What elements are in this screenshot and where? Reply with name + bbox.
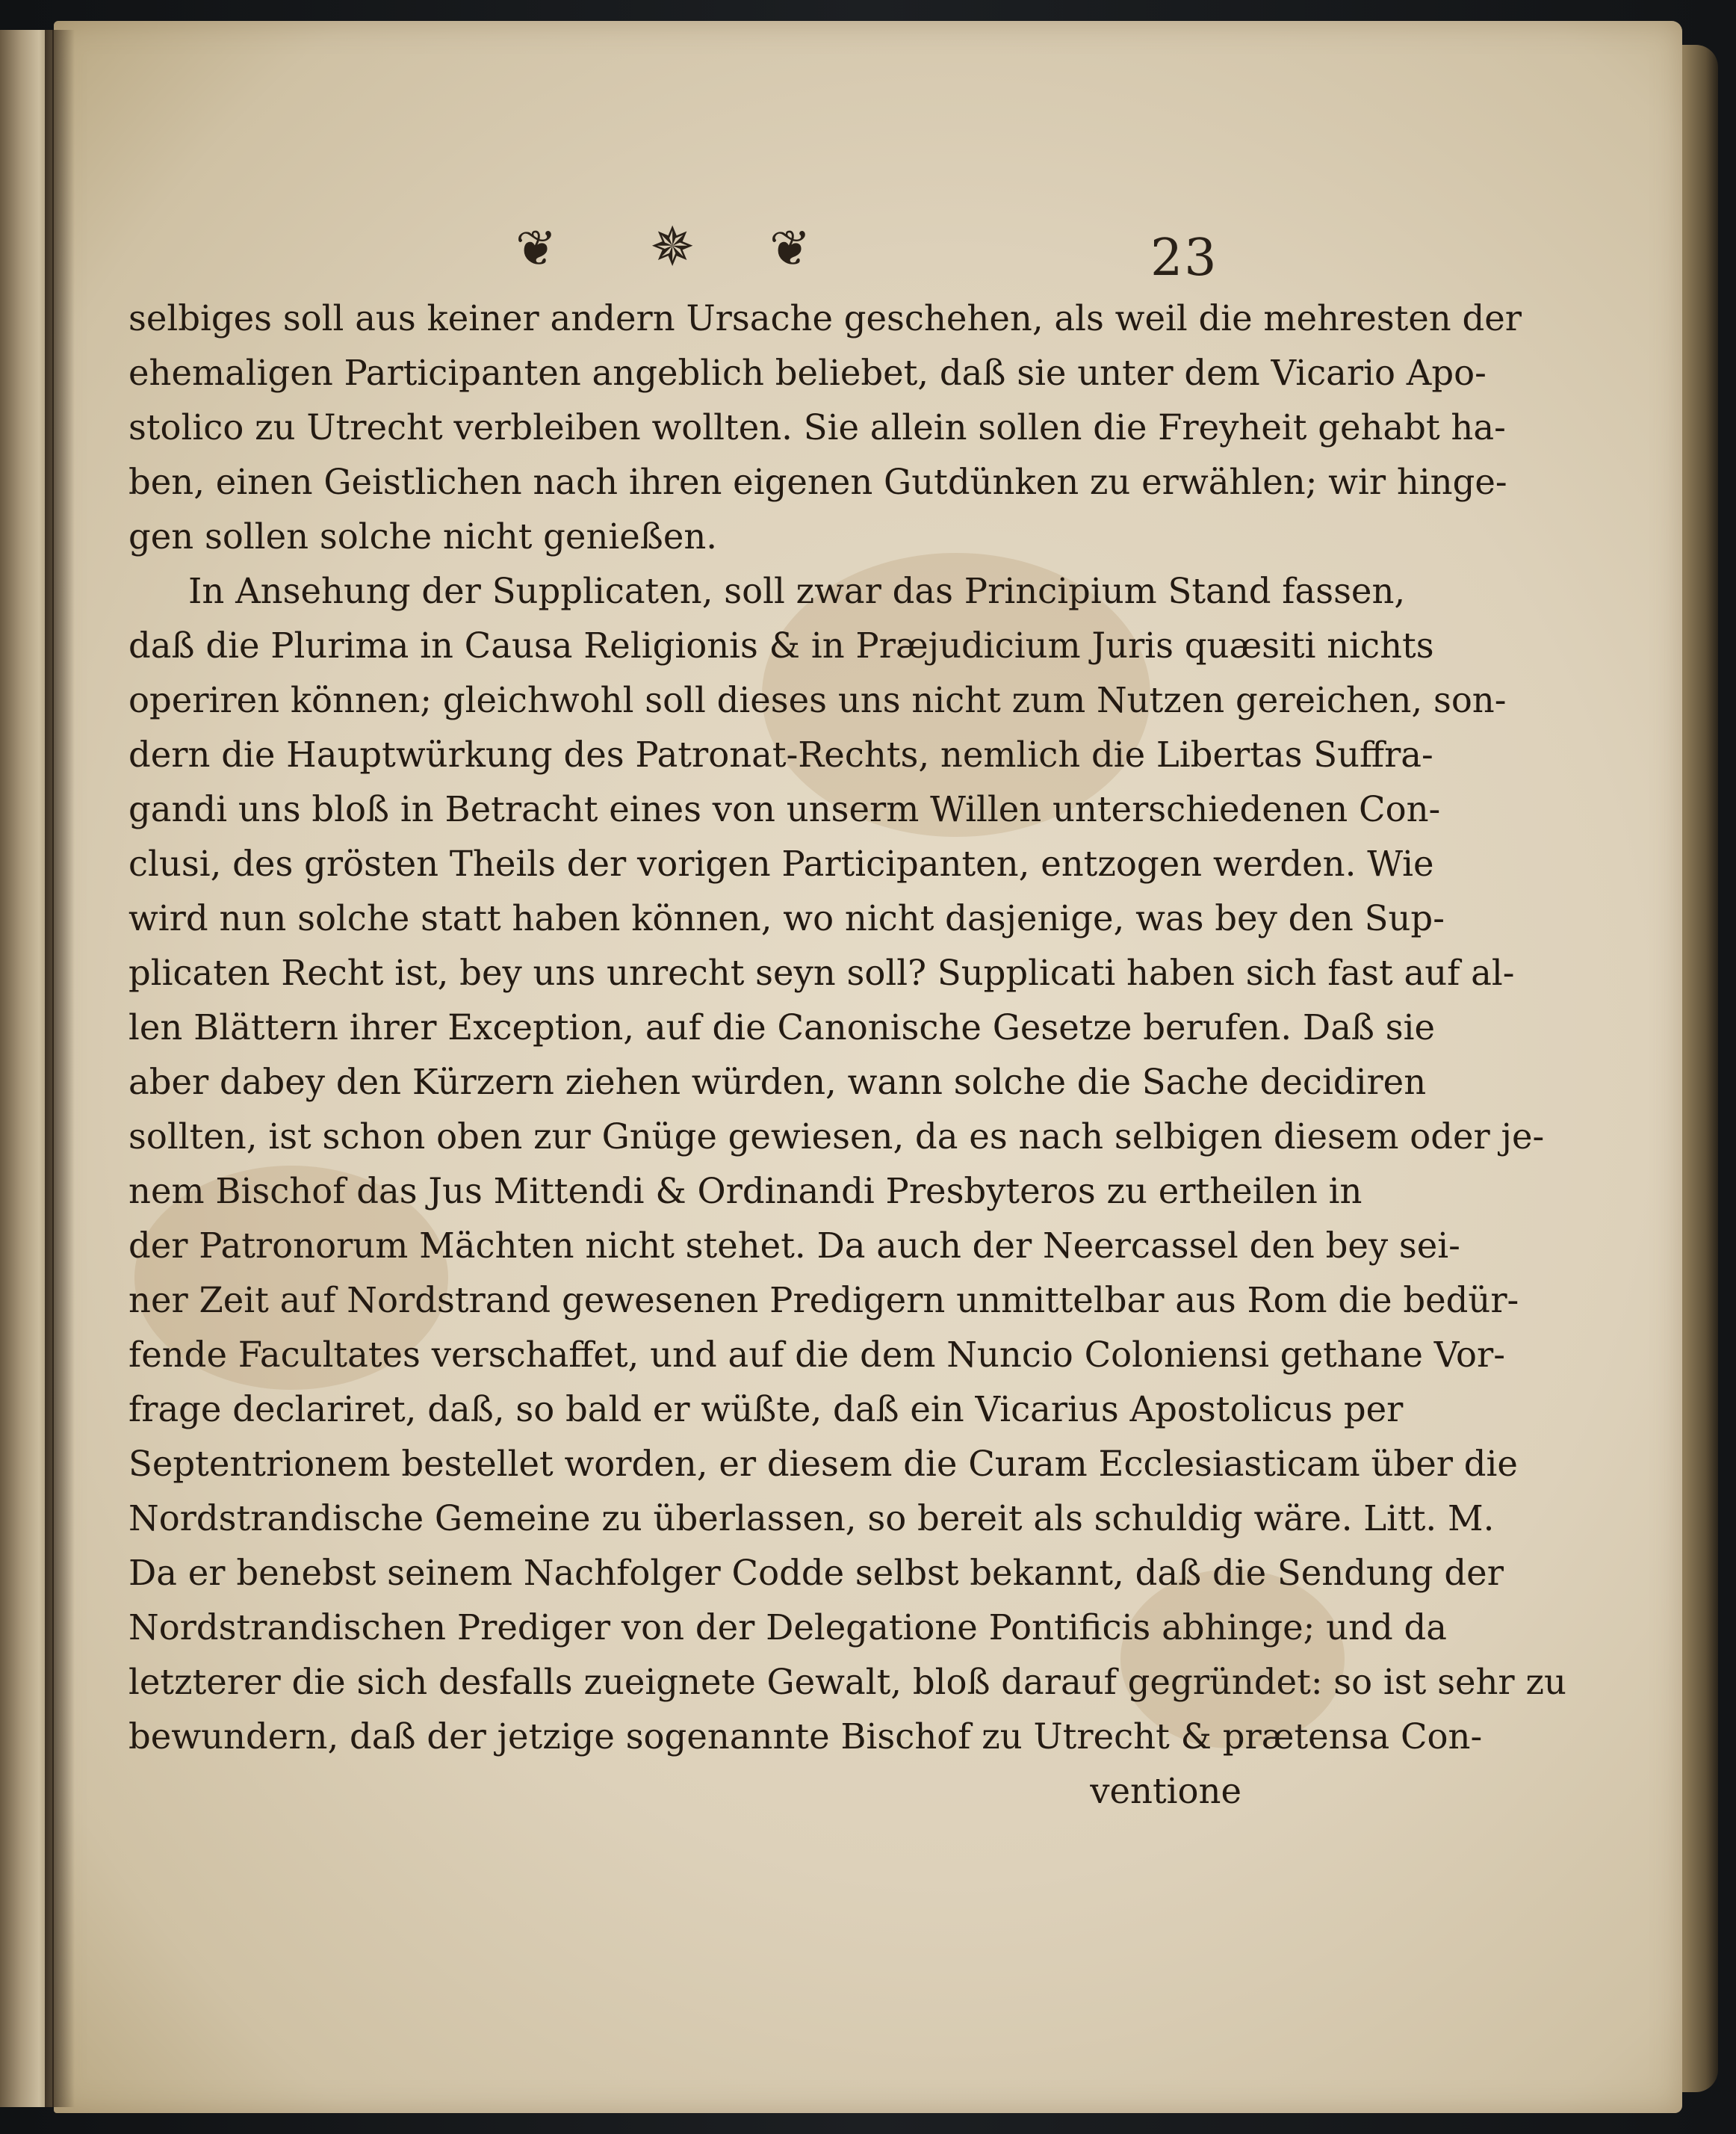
text-line: bewundern, daß der jetzige sogenannte Bischof zu Utrecht & prætensa Con- [128, 1716, 1483, 1757]
body-text [128, 291, 1566, 1819]
text-line: letzterer die sich desfalls zueignete Gewalt, bloß darauf gegründet: so ist sehr zu [128, 1662, 1566, 1702]
text-line: Nordstrandischen Prediger von der Delegatione Pontificis abhinge; und da [128, 1607, 1448, 1648]
binding-gutter [45, 30, 75, 2107]
page-header [0, 215, 1736, 288]
text-line: nem Bischof das Jus Mittendi & Ordinandi Presbyteros zu ertheilen in [128, 1171, 1363, 1211]
text-line: Nordstrandische Gemeine zu überlassen, so bereit als schuldig wäre. Litt. M. [128, 1498, 1495, 1538]
text-line: aber dabey den Kürzern ziehen würden, wann solche die Sache decidiren [128, 1062, 1427, 1102]
text-line: ner Zeit auf Nordstrand gewesenen Predigern unmittelbar aus Rom die bedür- [128, 1280, 1519, 1320]
text-line: plicaten Recht ist, bey uns unrecht seyn soll? Supplicati haben sich fast auf al- [128, 953, 1515, 993]
text-line: stolico zu Utrecht verbleiben wollten. Sie allein sollen die Freyheit gehabt ha- [128, 407, 1506, 448]
text-line: ehemaligen Participanten angeblich beliebet, daß sie unter dem Vicario Apo- [128, 353, 1487, 393]
text-line: daß die Plurima in Causa Religionis & in Præjudicium Juris quæsiti nichts [128, 625, 1434, 666]
text-line: ben, einen Geistlichen nach ihren eigenen Gutdünken zu erwählen; wir hinge- [128, 462, 1507, 502]
text-line: clusi, des grösten Theils der vorigen Participanten, entzogen werden. Wie [128, 844, 1434, 884]
text-line: der Patronorum Mächten nicht stehet. Da auch der Neercassel den bey sei- [128, 1225, 1460, 1266]
text-line: len Blättern ihrer Exception, auf die Canonische Gesetze berufen. Daß sie [128, 1007, 1436, 1048]
paragraph [128, 564, 1566, 1764]
text-line: wird nun solche statt haben können, wo nicht dasjenige, was bey den Sup- [128, 898, 1445, 938]
text-line: frage declariret, daß, so bald er wüßte, daß ein Vicarius Apostolicus per [128, 1389, 1404, 1429]
text-line: operiren können; gleichwohl soll dieses uns nicht zum Nutzen gereichen, son- [128, 680, 1507, 720]
catchword: ventione [1090, 1771, 1241, 1811]
shell-ornament-icon: ❦ [769, 220, 811, 277]
text-line: fende Facultates verschaffet, und auf die dem Nuncio Coloniensi gethane Vor- [128, 1334, 1505, 1375]
text-line: Da er benebst seinem Nachfolger Codde selbst bekannt, daß die Sendung der [128, 1553, 1504, 1593]
text-line: dern die Hauptwürkung des Patronat-Rechts, nemlich die Libertas Suffra- [128, 734, 1433, 775]
paragraph [128, 291, 1522, 564]
text-line: Septentrionem bestellet worden, er diesem die Curam Ecclesiasticam über die [128, 1444, 1518, 1484]
text-line: sollten, ist schon oben zur Gnüge gewiesen, da es nach selbigen diesem oder je- [128, 1116, 1545, 1157]
page-number: 23 [1150, 229, 1218, 288]
text-line: selbiges soll aus keiner andern Ursache geschehen, als weil die mehresten der [128, 298, 1522, 338]
text-line: In Ansehung der Supplicaten, soll zwar das Principium Stand fassen, [188, 571, 1406, 611]
text-line: gandi uns bloß in Betracht eines von unserm Willen unterschiedenen Con- [128, 789, 1441, 829]
star-ornament-icon: ✵ [650, 215, 695, 278]
shell-ornament-icon: ❦ [515, 220, 557, 277]
text-line: gen sollen solche nicht genießen. [128, 516, 718, 557]
